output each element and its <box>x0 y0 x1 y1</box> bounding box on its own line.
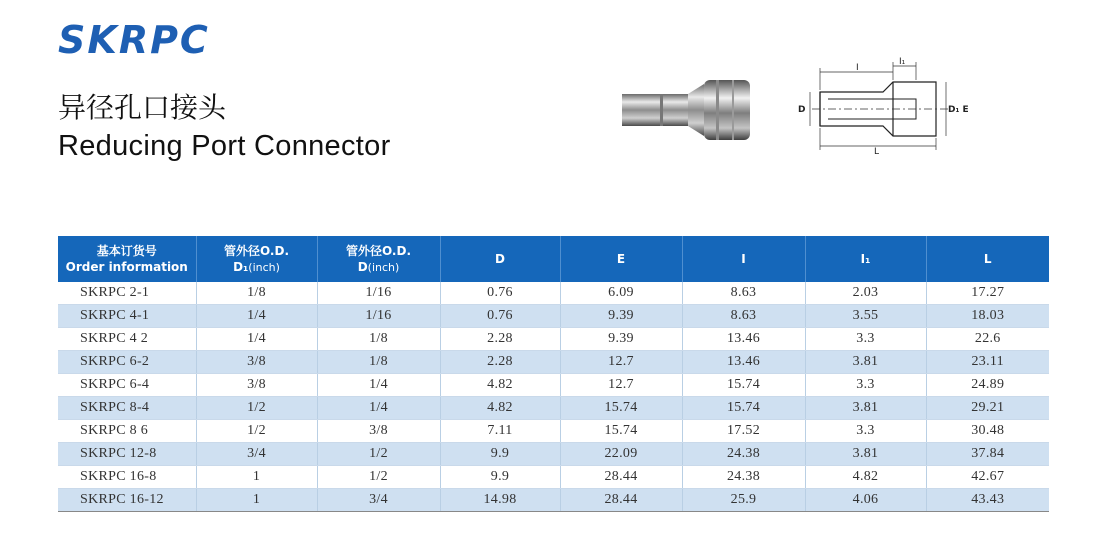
cell-L: 29.21 <box>926 397 1049 420</box>
cell-I1: 3.3 <box>805 328 926 351</box>
cell-I: 8.63 <box>682 282 805 305</box>
cell-d1: 1/8 <box>196 282 317 305</box>
cell-I: 25.9 <box>682 489 805 512</box>
cell-D: 7.11 <box>440 420 560 443</box>
cell-L: 18.03 <box>926 305 1049 328</box>
cell-I: 15.74 <box>682 374 805 397</box>
cell-I1: 3.55 <box>805 305 926 328</box>
cell-od: 1/2 <box>317 443 440 466</box>
header-order: 基本订货号 Order information <box>58 236 196 282</box>
cell-I1: 3.3 <box>805 420 926 443</box>
cell-d1: 1/2 <box>196 397 317 420</box>
table-row <box>58 374 1049 397</box>
table-row <box>58 466 1049 489</box>
drawing-label-l1: I₁ <box>899 57 906 67</box>
cell-E: 22.09 <box>560 443 682 466</box>
page-title-en: Reducing Port Connector <box>58 130 391 162</box>
cell-od: 1/16 <box>317 282 440 305</box>
cell-I1: 3.81 <box>805 351 926 374</box>
cell-od: 1/8 <box>317 328 440 351</box>
cell-L: 24.89 <box>926 374 1049 397</box>
cell-E: 12.7 <box>560 374 682 397</box>
drawing-label-d1e: D₁ E <box>948 105 969 115</box>
table-row <box>58 305 1049 328</box>
cell-od: 1/4 <box>317 397 440 420</box>
drawing-label-d: D <box>798 105 806 115</box>
cell-I1: 3.81 <box>805 397 926 420</box>
cell-order: SKRPC 16-8 <box>58 466 196 489</box>
cell-od: 1/8 <box>317 351 440 374</box>
cell-d1: 1 <box>196 466 317 489</box>
drawing-label-l: I <box>856 63 859 73</box>
brand-logo: SKRPC <box>58 18 210 62</box>
cell-D: 2.28 <box>440 328 560 351</box>
cell-order: SKRPC 8 6 <box>58 420 196 443</box>
product-photo <box>620 72 760 148</box>
cell-E: 15.74 <box>560 420 682 443</box>
cell-d1: 1/4 <box>196 328 317 351</box>
cell-D: 4.82 <box>440 374 560 397</box>
cell-d1: 3/4 <box>196 443 317 466</box>
table-row <box>58 351 1049 374</box>
table-header-row <box>58 236 1049 282</box>
table-row <box>58 489 1049 512</box>
header-i: I <box>682 236 805 282</box>
cell-E: 6.09 <box>560 282 682 305</box>
cell-od: 1/4 <box>317 374 440 397</box>
cell-E: 9.39 <box>560 305 682 328</box>
cell-D: 2.28 <box>440 351 560 374</box>
table-row <box>58 420 1049 443</box>
header-od1: 管外径O.D. D₁(inch) <box>196 236 317 282</box>
cell-D: 14.98 <box>440 489 560 512</box>
cell-I: 15.74 <box>682 397 805 420</box>
cell-d1: 1 <box>196 489 317 512</box>
cell-order: SKRPC 6-2 <box>58 351 196 374</box>
cell-E: 9.39 <box>560 328 682 351</box>
cell-D: 0.76 <box>440 305 560 328</box>
cell-L: 23.11 <box>926 351 1049 374</box>
header-l: L <box>926 236 1049 282</box>
cell-od: 3/8 <box>317 420 440 443</box>
cell-D: 9.9 <box>440 466 560 489</box>
drawing-label-len: L <box>874 147 880 156</box>
header-e: E <box>560 236 682 282</box>
cell-I1: 3.3 <box>805 374 926 397</box>
cell-order: SKRPC 12-8 <box>58 443 196 466</box>
cell-order: SKRPC 4-1 <box>58 305 196 328</box>
cell-od: 1/2 <box>317 466 440 489</box>
cell-D: 0.76 <box>440 282 560 305</box>
header-i1: I₁ <box>805 236 926 282</box>
cell-od: 3/4 <box>317 489 440 512</box>
cell-E: 15.74 <box>560 397 682 420</box>
table-row <box>58 282 1049 305</box>
cell-d1: 1/2 <box>196 420 317 443</box>
cell-I1: 4.06 <box>805 489 926 512</box>
cell-D: 9.9 <box>440 443 560 466</box>
cell-order: SKRPC 8-4 <box>58 397 196 420</box>
header-od: 管外径O.D. D(inch) <box>317 236 440 282</box>
cell-d1: 1/4 <box>196 305 317 328</box>
cell-L: 42.67 <box>926 466 1049 489</box>
header-d: D <box>440 236 560 282</box>
cell-L: 22.6 <box>926 328 1049 351</box>
cell-order: SKRPC 16-12 <box>58 489 196 512</box>
cell-I: 24.38 <box>682 443 805 466</box>
cell-L: 37.84 <box>926 443 1049 466</box>
table-row <box>58 443 1049 466</box>
table-row <box>58 397 1049 420</box>
cell-d1: 3/8 <box>196 351 317 374</box>
page-title-cn: 异径孔口接头 <box>58 91 227 124</box>
cell-I1: 2.03 <box>805 282 926 305</box>
cell-order: SKRPC 2-1 <box>58 282 196 305</box>
cell-I: 13.46 <box>682 351 805 374</box>
cell-I: 13.46 <box>682 328 805 351</box>
technical-drawing <box>798 56 978 156</box>
cell-I1: 4.82 <box>805 466 926 489</box>
cell-I: 8.63 <box>682 305 805 328</box>
cell-I1: 3.81 <box>805 443 926 466</box>
cell-D: 4.82 <box>440 397 560 420</box>
cell-d1: 3/8 <box>196 374 317 397</box>
cell-I: 17.52 <box>682 420 805 443</box>
cell-L: 17.27 <box>926 282 1049 305</box>
cell-E: 28.44 <box>560 466 682 489</box>
cell-order: SKRPC 6-4 <box>58 374 196 397</box>
table-row <box>58 328 1049 351</box>
cell-order: SKRPC 4 2 <box>58 328 196 351</box>
cell-E: 28.44 <box>560 489 682 512</box>
cell-I: 24.38 <box>682 466 805 489</box>
cell-L: 43.43 <box>926 489 1049 512</box>
cell-L: 30.48 <box>926 420 1049 443</box>
cell-od: 1/16 <box>317 305 440 328</box>
spec-table <box>58 236 1049 512</box>
cell-E: 12.7 <box>560 351 682 374</box>
